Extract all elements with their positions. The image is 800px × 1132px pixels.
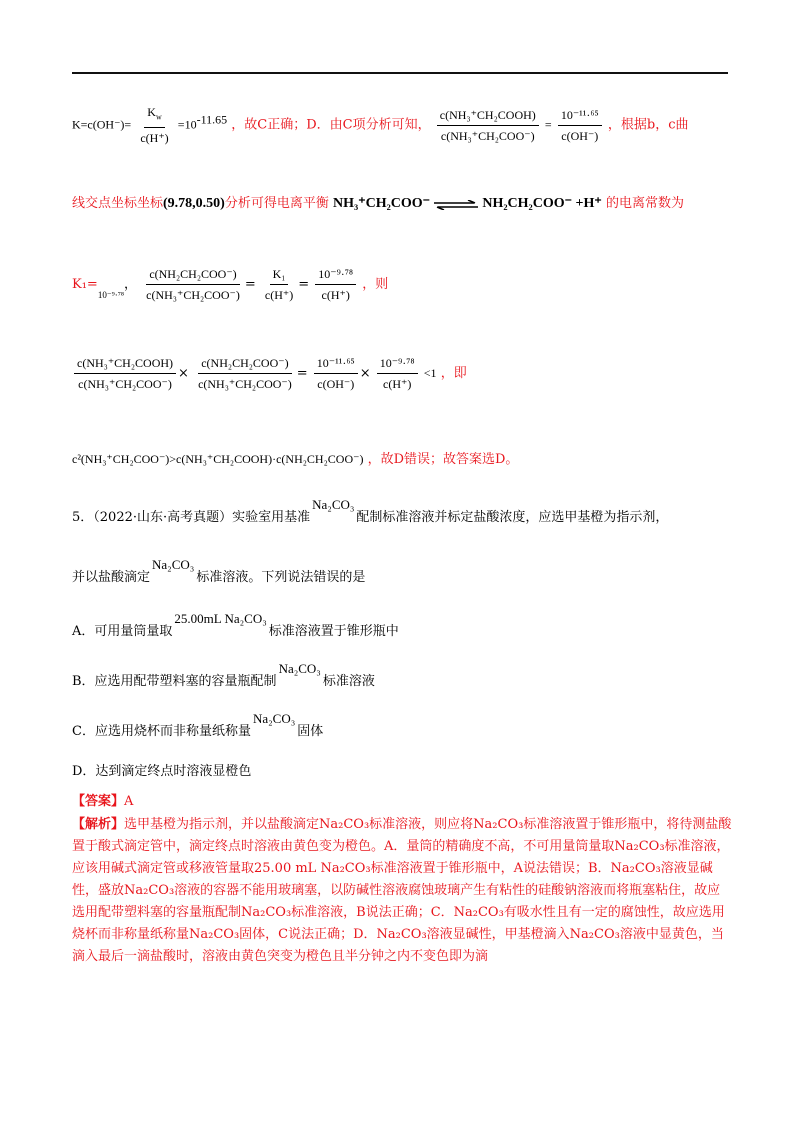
equilibrium-text: 分析可得电离平衡 xyxy=(224,196,329,211)
line1-tail: ，根据b，c曲 xyxy=(607,117,689,133)
ratio2-fraction: $\frac{\text{10⁻¹¹·⁶⁵}}{c(OH^-)}$ xyxy=(558,107,602,144)
less-than-one: <1 xyxy=(423,366,437,380)
option-d xyxy=(72,760,251,779)
question-5-intro-cont: 配制标准溶液并标定盐酸浓度，应选甲基橙为指示剂， xyxy=(356,510,669,525)
ratio-fraction: $\frac{\text{c(NH₃⁺CH₂COOH)}}{\text{c(NH₃⁺CH₂COO⁻)}}$ xyxy=(437,107,539,144)
k-expression: K=c(OH⁻)= xyxy=(72,117,132,132)
k1-line: $K_1=_{10^{-9}\cdot^{78}}$， $\frac{\text{c(NH₂CH₂COO⁻)}}{\text{c(NH₃⁺CH₂COO⁻)}}$ = $\frac{\text{K₁}}{c(H^+)}$ = $\frac{\text{10⁻⁹·⁷⁸}}{c(H^+)}$ ，则 xyxy=(72,267,389,302)
header-rule xyxy=(72,72,728,74)
kw-value: =10 xyxy=(177,117,197,132)
question-5-line1 xyxy=(72,497,669,525)
option-b-formula: Na₂CO₃ xyxy=(278,661,321,676)
na2co3-formula: Na₂CO₃ xyxy=(312,497,355,512)
coord-text: 线交点坐标坐标 xyxy=(72,196,164,211)
answer-line xyxy=(72,790,133,809)
question-5-intro: 5．（2022·山东·高考真题）实验室用基准 xyxy=(72,510,311,525)
na2co3-formula: Na₂CO₃ xyxy=(152,557,195,572)
k1-fraction-1: $\frac{\text{c(NH₂CH₂COO⁻)}}{\text{c(NH₃⁺CH₂COO⁻)}}$ xyxy=(146,267,240,302)
ionization-text: 的电离常数为 xyxy=(605,196,684,211)
k1-tail: ，则 xyxy=(362,277,389,292)
inequality-expression: c²(NH₃⁺CH₂COO⁻)>c(NH₃⁺CH₂COOH)·c(NH₂CH₂COO⁻) xyxy=(72,452,364,466)
question-5-line2-text: 并以盐酸滴定 xyxy=(72,570,151,585)
kw-exponent: -11.65 xyxy=(196,112,228,127)
option-b xyxy=(72,661,375,689)
inequality-tail: ，故D错误；故答案选D。 xyxy=(367,452,519,467)
equals-sign: = xyxy=(544,117,552,132)
product-fraction-3: $\frac{\text{10⁻¹¹·⁶⁵}}{c(OH^-)}$ xyxy=(314,355,358,392)
product-tail: ，即 xyxy=(440,366,467,381)
analysis-tag: 【解析】 xyxy=(72,817,125,832)
analysis-paragraph xyxy=(72,814,732,968)
inequality-line xyxy=(72,448,518,467)
product-fraction-4: $\frac{\text{10⁻⁹·⁷⁸}}{c(H^+)}$ xyxy=(377,355,418,392)
equation-kw-line xyxy=(72,104,689,146)
k1-label: K₁= xyxy=(72,277,98,292)
option-c-pre: C．应选用烧杯而非称量纸称量 xyxy=(72,724,251,739)
option-a-pre: A．可用量筒量取 xyxy=(72,624,173,639)
product-fraction-2: $\frac{\text{c(NH₂CH₂COO⁻)}}{\text{c(NH₃⁺CH₂COO⁻)}}$ xyxy=(198,356,292,391)
equilibrium-right: NH₂CH₂COO⁻ +H⁺ xyxy=(482,196,602,211)
k1-value: 10⁻⁹·⁷⁸ xyxy=(97,290,124,300)
equilibrium-line xyxy=(72,192,684,212)
option-c-post: 固体 xyxy=(297,724,324,739)
analysis-text: 选甲基橙为指示剂，并以盐酸滴定Na₂CO₃标准溶液，则应将Na₂CO₃标准溶液置于锥形瓶中，将待测盐酸置于酸式滴定管中，滴定终点时溶液由黄色变为橙色。A．量筒的精确度不高，不可用量筒量取Na₂CO₃标准溶液，应该用碱式滴定管或移液管量取25.00 mL Na₂CO₃标准溶液置于锥形瓶中，A说法错误；B．Na₂CO₃溶液显碱性，盛放Na₂CO₃溶液的容器不能用玻璃塞，以防碱性溶液腐蚀玻璃产生有粘性的硅酸钠溶液而将瓶塞粘住，故应选用配带塑料塞的容量瓶配制Na₂CO₃标准溶液，B说法正确；C．Na₂CO₃有吸水性且有一定的腐蚀性，故应选用烧杯而非称量纸称量Na₂CO₃固体，C说法正确；D．Na₂CO₃溶液显碱性，甲基橙滴入Na₂CO₃溶液中显黄色，当滴入最后一滴盐酸时，溶液由黄色突变为橙色且半分钟之内不变色即为滴 xyxy=(72,817,732,964)
answer-tag: 【答案】 xyxy=(72,794,125,809)
equilibrium-left: NH₃⁺CH₂COO⁻ xyxy=(333,196,431,211)
question-5-line2 xyxy=(72,557,366,585)
option-c xyxy=(72,711,324,739)
answer-value: A xyxy=(124,794,134,809)
option-d-text: D．达到滴定终点时溶液显橙色 xyxy=(72,764,252,779)
option-a-post: 标准溶液置于锥形瓶中 xyxy=(268,624,399,639)
equilibrium-arrow-icon xyxy=(434,199,478,209)
kw-fraction: $\frac{K_w}{c(H^+)}$ xyxy=(140,105,169,146)
option-b-pre: B．应选用配带塑料塞的容量瓶配制 xyxy=(72,674,277,689)
product-fraction-1: $\frac{\text{c(NH₃⁺CH₂COOH)}}{\text{c(NH₃⁺CH₂COO⁻)}}$ xyxy=(74,355,176,392)
conclusion-c-text: ，故C正确；D．由C项分析可知， xyxy=(231,117,431,133)
option-c-formula: Na₂CO₃ xyxy=(252,711,296,726)
product-line: $\frac{\text{c(NH₃⁺CH₂COOH)}}{\text{c(NH₃⁺CH₂COO⁻)}}$ × $\frac{\text{c(NH₂CH₂COO⁻)}}{\text{c(NH₃⁺CH₂COO⁻)}}$ = $\frac{\text{10⁻¹¹·⁶⁵}}{c(OH^-)}$ × $\frac{\text{10⁻⁹·⁷⁸}}{c(H^+)}$ <1 ，即 xyxy=(72,355,467,392)
question-5-prompt: 标准溶液。下列说法错误的是 xyxy=(196,570,366,585)
option-a xyxy=(72,611,399,639)
k1-fraction-2: $\frac{\text{K₁}}{c(H^+)}$ xyxy=(264,267,294,302)
k1-fraction-3: $\frac{\text{10⁻⁹·⁷⁸}}{c(H^+)}$ xyxy=(315,266,356,303)
coord-value: (9.78,0.50) xyxy=(163,196,225,211)
option-a-formula: 25.00mL Na₂CO₃ xyxy=(174,611,267,626)
option-b-post: 标准溶液 xyxy=(322,674,375,689)
